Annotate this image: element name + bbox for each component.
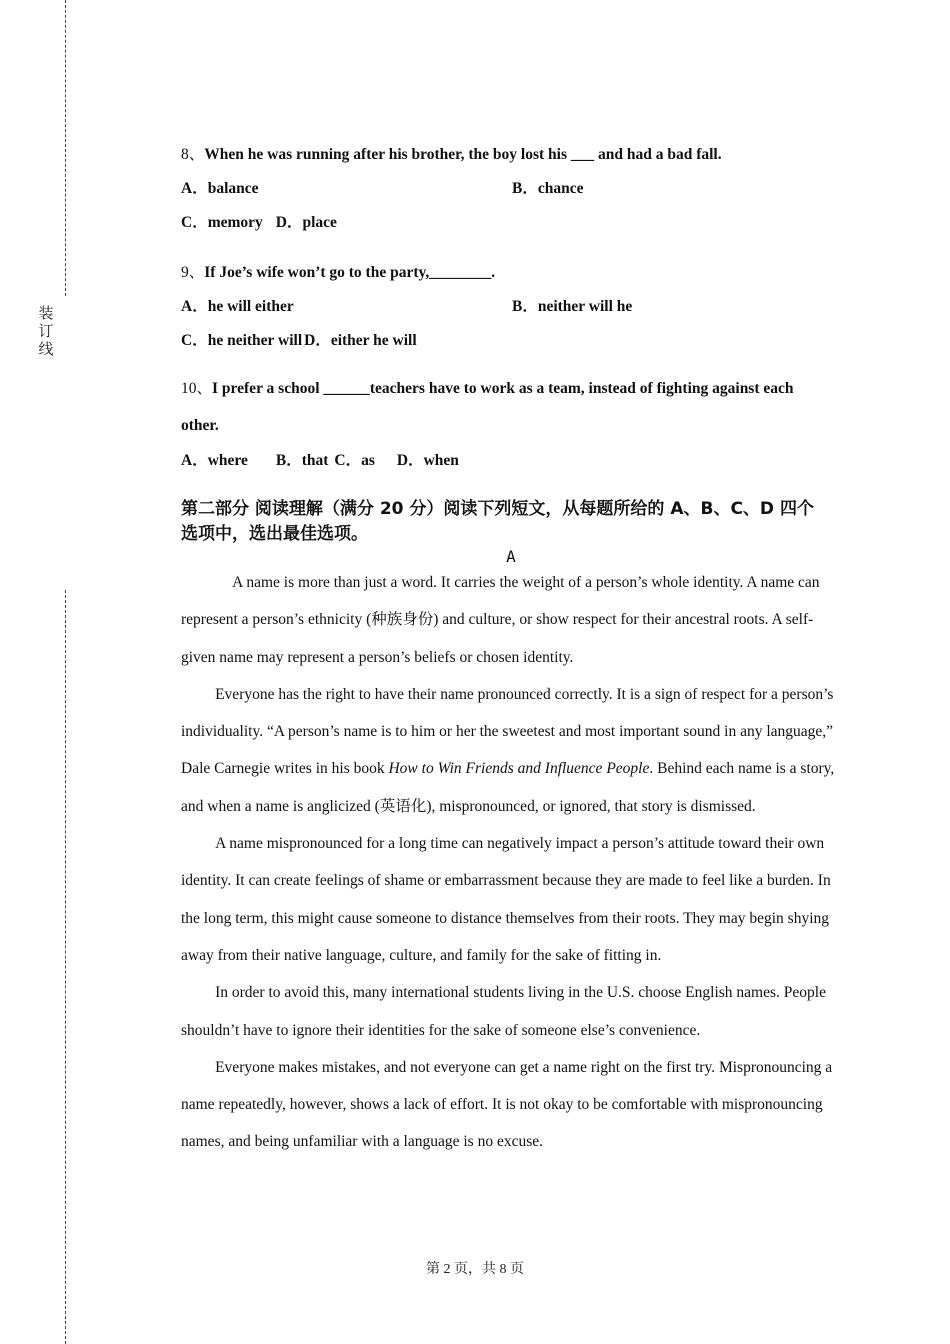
- binding-line-top: [65, 0, 66, 296]
- question-9: [181, 263, 841, 351]
- question-number: 8、: [181, 146, 205, 163]
- option-row: [181, 213, 841, 233]
- book-title: How to Win Friends and Influence People: [388, 760, 650, 778]
- option-d[interactable]: D．when: [396, 452, 459, 469]
- option-c[interactable]: C．memory: [181, 214, 263, 231]
- binding-char: 订: [38, 322, 54, 340]
- reading-section-heading: [181, 497, 841, 547]
- option-c[interactable]: C．he neither will: [181, 332, 303, 349]
- question-stem: [181, 379, 841, 399]
- passage-paragraph: A name is more than just a word. It carries the weight of a person’s whole identity. A name can represent a person’s ethnicity (种族身份) and culture, or show respect for their ancestral roots. A self-given name may represent a person’s beliefs or chosen identity.: [181, 574, 820, 666]
- option-row: [181, 297, 841, 317]
- passage-paragraph: Everyone makes mistakes, and not everyone can get a name right on the first try. Mispronouncing a name repeatedly, however, shows a lack of effort. It is not okay to be comfortable with mispronouncing names, and being unfamiliar with a language is no excuse.: [181, 1058, 833, 1151]
- option-c[interactable]: C．as: [334, 452, 375, 469]
- passage-a: [181, 547, 841, 1161]
- option-b[interactable]: B．chance: [512, 180, 584, 197]
- question-text: If Joe’s wife won’t go to the party,________.: [204, 264, 496, 281]
- binding-char: 装: [38, 304, 54, 322]
- question-10: [181, 379, 841, 471]
- binding-char: 线: [38, 340, 54, 358]
- section-title-line: 第二部分 阅读理解（满分 20 分）阅读下列短文，从每题所给的 A、B、C、D 四个: [181, 499, 814, 519]
- paragraph-text: . Behind each name is a story, and when a name is anglicized (英语化), mispronounced, or ignored, that story is dismissed.: [181, 760, 835, 815]
- passage-paragraph: In order to avoid this, many international students living in the U.S. choose English names. People shouldn’t have to ignore their identities for the sake of someone else’s convenience.: [181, 984, 826, 1039]
- option-d[interactable]: D．either he will: [304, 332, 417, 349]
- option-d[interactable]: D．place: [275, 214, 337, 231]
- option-row: [181, 331, 841, 351]
- exam-page: [181, 140, 841, 1161]
- option-row: [181, 179, 841, 199]
- option-b[interactable]: B．that: [275, 452, 329, 469]
- option-a[interactable]: A．balance: [181, 180, 259, 197]
- option-a[interactable]: A．where: [181, 452, 248, 469]
- option-b[interactable]: B．neither will he: [512, 298, 633, 315]
- page-footer: 第 2 页，共 8 页: [426, 1262, 524, 1277]
- option-a[interactable]: A．he will either: [181, 298, 294, 315]
- paragraph-text: Everyone has the right to have their name pronounced correctly. It is a sign of respect for a person’s individuality. “A person’s name is to him or her the sweetest and most important sound in any language,” Dale Carnegie writes in his book: [181, 685, 834, 778]
- passage-paragraph: [181, 676, 841, 825]
- binding-line-bottom: [65, 590, 66, 1344]
- passage-letter: A: [506, 547, 516, 566]
- question-stem: [181, 145, 841, 165]
- option-row: [181, 451, 841, 471]
- question-stem: [181, 263, 841, 283]
- question-number: 10、: [181, 380, 213, 397]
- question-text: When he was running after his brother, the boy lost his ___ and had a bad fall.: [204, 146, 722, 163]
- section-title-line: 选项中，选出最佳选项。: [181, 524, 368, 544]
- question-text-continued: other.: [181, 417, 219, 434]
- question-8: [181, 145, 841, 233]
- question-number: 9、: [181, 264, 205, 281]
- binding-label: [37, 304, 55, 358]
- passage-paragraph: A name mispronounced for a long time can negatively impact a person’s attitude toward their own identity. It can create feelings of shame or embarrassment because they are made to feel like a burden. In the long term, this might cause someone to distance themselves from their roots. They may begin shying away from their native language, culture, and family for the sake of fitting in.: [181, 835, 831, 964]
- question-text: I prefer a school ______teachers have to work as a team, instead of fighting against each: [212, 380, 794, 397]
